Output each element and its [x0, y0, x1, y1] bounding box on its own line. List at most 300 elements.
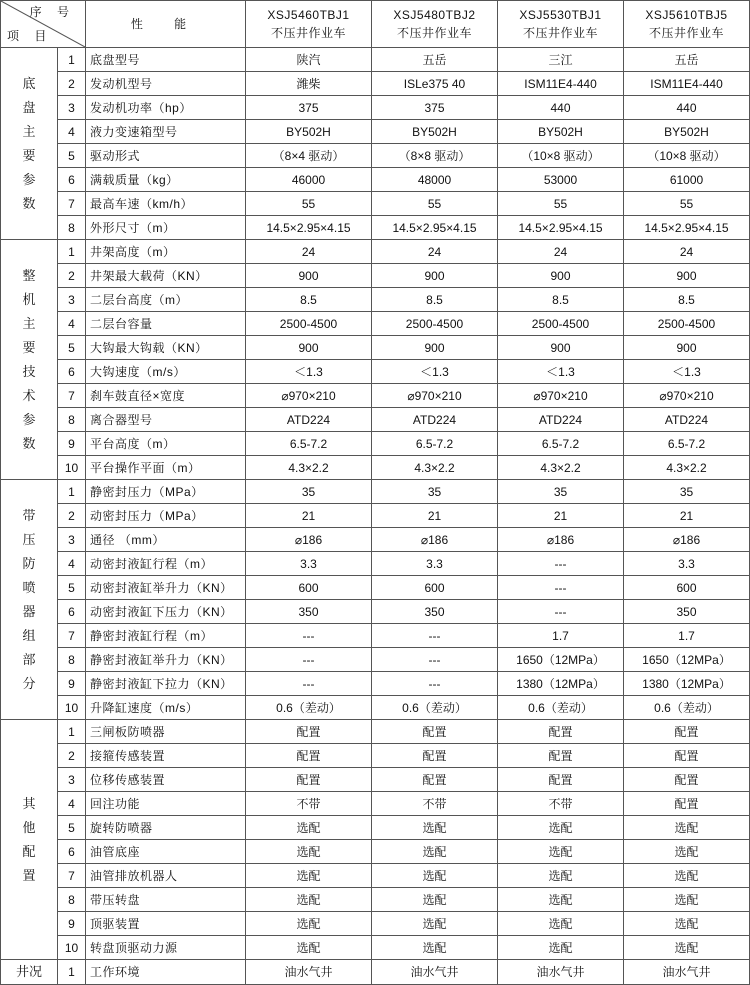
value-cell: 配置: [498, 768, 624, 792]
value-cell: 选配: [246, 816, 372, 840]
table-row: [1, 840, 750, 864]
value-cell: （8×8 驱动）: [372, 144, 498, 168]
table-row: [1, 456, 750, 480]
table-row: [1, 624, 750, 648]
value-cell: 8.5: [624, 288, 750, 312]
value-cell: 900: [498, 264, 624, 288]
value-cell: 440: [624, 96, 750, 120]
value-cell: 1380（12MPa）: [498, 672, 624, 696]
value-cell: 选配: [372, 864, 498, 888]
performance-cell: 外形尺寸（m）: [86, 216, 246, 240]
value-cell: 1.7: [498, 624, 624, 648]
group-label-cell: [1, 240, 58, 480]
performance-cell: 回注功能: [86, 792, 246, 816]
table-row: [1, 72, 750, 96]
performance-cell: 大钩最大钩载（KN）: [86, 336, 246, 360]
table-row: [1, 936, 750, 960]
row-number-cell: 6: [58, 600, 86, 624]
row-number-cell: 2: [58, 744, 86, 768]
group-label-char: 数: [22, 435, 36, 451]
group-label-char: 他: [22, 819, 36, 835]
performance-cell: 刹车鼓直径×宽度: [86, 384, 246, 408]
group-label-char: 器: [22, 603, 36, 619]
group-label-cell: [1, 720, 58, 960]
row-number-cell: 9: [58, 912, 86, 936]
value-cell: 55: [624, 192, 750, 216]
value-cell: ---: [246, 672, 372, 696]
value-cell: ISLe375 40: [372, 72, 498, 96]
value-cell: ＜1.3: [372, 360, 498, 384]
value-cell: ---: [246, 648, 372, 672]
value-cell: 2500-4500: [624, 312, 750, 336]
table-row: [1, 888, 750, 912]
value-cell: ⌀186: [624, 528, 750, 552]
group-label-char: 部: [22, 651, 36, 667]
value-cell: 配置: [246, 720, 372, 744]
row-number-cell: 2: [58, 264, 86, 288]
row-number-cell: 7: [58, 384, 86, 408]
row-number-cell: 10: [58, 936, 86, 960]
value-cell: 1650（12MPa）: [498, 648, 624, 672]
performance-cell: 动密封液缸举升力（KN）: [86, 576, 246, 600]
value-cell: 350: [624, 600, 750, 624]
value-cell: 选配: [372, 888, 498, 912]
value-cell: 35: [498, 480, 624, 504]
group-label-char: 要: [22, 147, 36, 163]
value-cell: ---: [372, 648, 498, 672]
model-code: XSJ5460TBJ1: [267, 8, 350, 22]
value-cell: 0.6（差动）: [372, 696, 498, 720]
group-label-char: 底: [22, 75, 36, 91]
row-number-cell: 8: [58, 216, 86, 240]
table-row: [1, 216, 750, 240]
group-label-char: 喷: [22, 579, 36, 595]
performance-cell: 驱动形式: [86, 144, 246, 168]
performance-cell: 转盘顶驱动力源: [86, 936, 246, 960]
value-cell: 6.5-7.2: [372, 432, 498, 456]
value-cell: 选配: [624, 864, 750, 888]
value-cell: 900: [246, 336, 372, 360]
value-cell: ⌀970×210: [498, 384, 624, 408]
group-label-char: 配: [22, 843, 36, 859]
performance-cell: 静密封液缸行程（m）: [86, 624, 246, 648]
row-number-cell: 9: [58, 432, 86, 456]
group-label-char: 要: [22, 339, 36, 355]
value-cell: 375: [246, 96, 372, 120]
row-number-cell: 3: [58, 528, 86, 552]
group-label-char: 数: [22, 195, 36, 211]
value-cell: 选配: [498, 936, 624, 960]
group-label-char: 整: [22, 267, 36, 283]
row-number-cell: 1: [58, 480, 86, 504]
value-cell: （10×8 驱动）: [498, 144, 624, 168]
value-cell: ＜1.3: [624, 360, 750, 384]
value-cell: 55: [246, 192, 372, 216]
group-label-char: 参: [22, 411, 36, 427]
group-label-cell: [1, 480, 58, 720]
value-cell: 6.5-7.2: [498, 432, 624, 456]
value-cell: 24: [246, 240, 372, 264]
value-cell: 配置: [246, 744, 372, 768]
value-cell: 48000: [372, 168, 498, 192]
group-label-cell: [1, 48, 58, 240]
row-number-cell: 3: [58, 768, 86, 792]
value-cell: 24: [372, 240, 498, 264]
value-cell: 61000: [624, 168, 750, 192]
group-label-char: 主: [22, 123, 36, 139]
performance-cell: 升降缸速度（m/s）: [86, 696, 246, 720]
value-cell: 三江: [498, 48, 624, 72]
value-cell: 900: [624, 336, 750, 360]
performance-cell: 离合器型号: [86, 408, 246, 432]
value-cell: 选配: [246, 888, 372, 912]
value-cell: 选配: [624, 816, 750, 840]
value-cell: ---: [372, 672, 498, 696]
value-cell: （10×8 驱动）: [624, 144, 750, 168]
table-row: [1, 600, 750, 624]
performance-cell: 油管底座: [86, 840, 246, 864]
value-cell: 选配: [246, 912, 372, 936]
row-number-cell: 4: [58, 312, 86, 336]
value-cell: ---: [498, 600, 624, 624]
value-cell: BY502H: [246, 120, 372, 144]
row-number-cell: 10: [58, 696, 86, 720]
performance-cell: 旋转防喷器: [86, 816, 246, 840]
performance-cell: 井架最大载荷（KN）: [86, 264, 246, 288]
performance-cell: 静密封压力（MPa）: [86, 480, 246, 504]
group-label-char: 组: [22, 627, 36, 643]
value-cell: ⌀186: [246, 528, 372, 552]
value-cell: （8×4 驱动）: [246, 144, 372, 168]
group-label-char: 防: [22, 555, 36, 571]
value-cell: BY502H: [372, 120, 498, 144]
group-label-char: 主: [22, 315, 36, 331]
table-row: [1, 312, 750, 336]
value-cell: 4.3×2.2: [372, 456, 498, 480]
value-cell: 配置: [624, 720, 750, 744]
value-cell: 350: [372, 600, 498, 624]
value-cell: ---: [246, 624, 372, 648]
header-corner-cell: [1, 1, 86, 48]
performance-cell: 井架高度（m）: [86, 240, 246, 264]
table-row: [1, 264, 750, 288]
row-number-cell: 8: [58, 888, 86, 912]
performance-cell: 平台高度（m）: [86, 432, 246, 456]
value-cell: 6.5-7.2: [246, 432, 372, 456]
performance-cell: 顶驱装置: [86, 912, 246, 936]
value-cell: 55: [372, 192, 498, 216]
table-row: [1, 864, 750, 888]
value-cell: 3.3: [372, 552, 498, 576]
value-cell: 350: [246, 600, 372, 624]
table-row: [1, 432, 750, 456]
header-model-cell: [624, 1, 750, 48]
header-model-cell: [498, 1, 624, 48]
row-number-cell: 1: [58, 240, 86, 264]
value-cell: ATD224: [246, 408, 372, 432]
performance-cell: 通径 （mm）: [86, 528, 246, 552]
value-cell: ISM11E4-440: [624, 72, 750, 96]
row-number-cell: 6: [58, 360, 86, 384]
value-cell: ⌀186: [372, 528, 498, 552]
value-cell: ---: [498, 576, 624, 600]
row-number-cell: 7: [58, 864, 86, 888]
value-cell: 选配: [498, 816, 624, 840]
value-cell: 2500-4500: [246, 312, 372, 336]
value-cell: 不带: [498, 792, 624, 816]
performance-cell: 二层台容量: [86, 312, 246, 336]
table-row: [1, 768, 750, 792]
value-cell: 0.6（差动）: [498, 696, 624, 720]
model-code: XSJ5610TBJ5: [645, 8, 728, 22]
group-label-char: 井况: [15, 964, 42, 979]
value-cell: 4.3×2.2: [246, 456, 372, 480]
performance-cell: 发动机功率（hp）: [86, 96, 246, 120]
table-row: [1, 504, 750, 528]
table-row: [1, 48, 750, 72]
value-cell: 8.5: [498, 288, 624, 312]
row-number-cell: 1: [58, 48, 86, 72]
table-row: [1, 720, 750, 744]
value-cell: 油水气井: [372, 960, 498, 985]
value-cell: 配置: [372, 744, 498, 768]
value-cell: ⌀970×210: [624, 384, 750, 408]
value-cell: 900: [246, 264, 372, 288]
value-cell: ＜1.3: [246, 360, 372, 384]
value-cell: 选配: [624, 912, 750, 936]
performance-cell: 满载质量（kg）: [86, 168, 246, 192]
model-type: 不压井作业车: [396, 26, 472, 40]
value-cell: 900: [372, 264, 498, 288]
value-cell: 21: [624, 504, 750, 528]
performance-cell: 工作环境: [86, 960, 246, 985]
table-row: [1, 144, 750, 168]
performance-cell: 位移传感装置: [86, 768, 246, 792]
value-cell: 选配: [372, 840, 498, 864]
table-row: [1, 672, 750, 696]
value-cell: 五岳: [372, 48, 498, 72]
table-row: [1, 120, 750, 144]
header-performance-label: 性 能: [130, 17, 201, 31]
group-label-char: 带: [22, 507, 36, 523]
group-label-char: 机: [22, 291, 36, 307]
row-number-cell: 4: [58, 792, 86, 816]
value-cell: 4.3×2.2: [498, 456, 624, 480]
performance-cell: 静密封液缸下拉力（KN）: [86, 672, 246, 696]
row-number-cell: 8: [58, 408, 86, 432]
value-cell: 35: [246, 480, 372, 504]
group-label-char: 参: [22, 171, 36, 187]
group-label-char: 分: [22, 675, 36, 691]
value-cell: 21: [498, 504, 624, 528]
value-cell: 配置: [372, 768, 498, 792]
value-cell: 1650（12MPa）: [624, 648, 750, 672]
value-cell: 选配: [372, 816, 498, 840]
value-cell: 53000: [498, 168, 624, 192]
group-label-cell: [1, 960, 58, 985]
row-number-cell: 9: [58, 672, 86, 696]
value-cell: 3.3: [246, 552, 372, 576]
value-cell: 五岳: [624, 48, 750, 72]
value-cell: 陕汽: [246, 48, 372, 72]
value-cell: 配置: [498, 720, 624, 744]
value-cell: 375: [372, 96, 498, 120]
group-label-char: 术: [22, 387, 36, 403]
value-cell: 选配: [624, 888, 750, 912]
value-cell: 4.3×2.2: [624, 456, 750, 480]
group-label-char: 压: [22, 531, 36, 547]
row-number-cell: 4: [58, 120, 86, 144]
value-cell: 选配: [498, 888, 624, 912]
table-row: [1, 96, 750, 120]
row-number-cell: 5: [58, 336, 86, 360]
spec-body: [1, 1, 750, 985]
table-row: [1, 288, 750, 312]
table-row: [1, 168, 750, 192]
value-cell: ⌀970×210: [246, 384, 372, 408]
value-cell: 900: [372, 336, 498, 360]
row-number-cell: 10: [58, 456, 86, 480]
performance-cell: 油管排放机器人: [86, 864, 246, 888]
performance-cell: 带压转盘: [86, 888, 246, 912]
value-cell: 0.6（差动）: [624, 696, 750, 720]
group-label-char: 置: [22, 867, 36, 883]
value-cell: 8.5: [372, 288, 498, 312]
value-cell: 21: [372, 504, 498, 528]
row-number-cell: 5: [58, 576, 86, 600]
row-number-cell: 4: [58, 552, 86, 576]
table-row: [1, 360, 750, 384]
performance-cell: 平台操作平面（m）: [86, 456, 246, 480]
value-cell: 21: [246, 504, 372, 528]
row-number-cell: 1: [58, 960, 86, 985]
model-type: 不压井作业车: [522, 26, 598, 40]
value-cell: 900: [624, 264, 750, 288]
value-cell: BY502H: [624, 120, 750, 144]
row-number-cell: 1: [58, 720, 86, 744]
value-cell: 选配: [498, 864, 624, 888]
performance-cell: 接箍传感装置: [86, 744, 246, 768]
value-cell: 3.3: [624, 552, 750, 576]
table-row: [1, 912, 750, 936]
row-number-cell: 8: [58, 648, 86, 672]
value-cell: ⌀970×210: [372, 384, 498, 408]
value-cell: 440: [498, 96, 624, 120]
value-cell: ATD224: [372, 408, 498, 432]
value-cell: ATD224: [498, 408, 624, 432]
value-cell: 14.5×2.95×4.15: [246, 216, 372, 240]
row-number-cell: 5: [58, 144, 86, 168]
value-cell: 1380（12MPa）: [624, 672, 750, 696]
performance-cell: 二层台高度（m）: [86, 288, 246, 312]
value-cell: 油水气井: [624, 960, 750, 985]
value-cell: 配置: [624, 792, 750, 816]
header-row: [1, 1, 750, 48]
table-row: [1, 384, 750, 408]
table-row: [1, 192, 750, 216]
value-cell: 900: [498, 336, 624, 360]
value-cell: 配置: [498, 744, 624, 768]
value-cell: ATD224: [624, 408, 750, 432]
value-cell: 选配: [246, 840, 372, 864]
table-row: [1, 792, 750, 816]
value-cell: 6.5-7.2: [624, 432, 750, 456]
value-cell: 选配: [246, 936, 372, 960]
value-cell: 油水气井: [498, 960, 624, 985]
value-cell: 不带: [246, 792, 372, 816]
performance-cell: 静密封液缸举升力（KN）: [86, 648, 246, 672]
performance-cell: 发动机型号: [86, 72, 246, 96]
table-row: [1, 408, 750, 432]
performance-cell: 动密封液缸行程（m）: [86, 552, 246, 576]
value-cell: 600: [372, 576, 498, 600]
model-type: 不压井作业车: [270, 26, 346, 40]
row-number-cell: 2: [58, 72, 86, 96]
value-cell: 选配: [372, 912, 498, 936]
value-cell: 14.5×2.95×4.15: [498, 216, 624, 240]
value-cell: ---: [372, 624, 498, 648]
table-row: [1, 528, 750, 552]
value-cell: 选配: [498, 912, 624, 936]
value-cell: 油水气井: [246, 960, 372, 985]
row-number-cell: 5: [58, 816, 86, 840]
value-cell: 潍柴: [246, 72, 372, 96]
value-cell: BY502H: [498, 120, 624, 144]
value-cell: 600: [246, 576, 372, 600]
value-cell: ＜1.3: [498, 360, 624, 384]
value-cell: 46000: [246, 168, 372, 192]
table-row: [1, 336, 750, 360]
value-cell: 配置: [246, 768, 372, 792]
performance-cell: 底盘型号: [86, 48, 246, 72]
value-cell: 配置: [624, 768, 750, 792]
performance-cell: 三闸板防喷器: [86, 720, 246, 744]
performance-cell: 液力变速箱型号: [86, 120, 246, 144]
group-label-char: 盘: [22, 99, 36, 115]
value-cell: 0.6（差动）: [246, 696, 372, 720]
row-number-cell: 3: [58, 96, 86, 120]
value-cell: 配置: [624, 744, 750, 768]
table-row: [1, 552, 750, 576]
group-label-char: 技: [22, 363, 36, 379]
model-code: XSJ5480TBJ2: [393, 8, 476, 22]
header-model-cell: [372, 1, 498, 48]
table-row: [1, 744, 750, 768]
value-cell: 选配: [498, 840, 624, 864]
value-cell: ⌀186: [498, 528, 624, 552]
value-cell: 24: [498, 240, 624, 264]
row-number-cell: 2: [58, 504, 86, 528]
row-number-cell: 6: [58, 168, 86, 192]
value-cell: 1.7: [624, 624, 750, 648]
header-item-label: 项 目: [7, 29, 53, 43]
value-cell: 配置: [372, 720, 498, 744]
table-row: [1, 816, 750, 840]
value-cell: 8.5: [246, 288, 372, 312]
group-label-char: 其: [22, 795, 36, 811]
value-cell: 35: [372, 480, 498, 504]
performance-cell: 动密封液缸下压力（KN）: [86, 600, 246, 624]
value-cell: 选配: [246, 864, 372, 888]
value-cell: 选配: [372, 936, 498, 960]
performance-cell: 动密封压力（MPa）: [86, 504, 246, 528]
row-number-cell: 7: [58, 192, 86, 216]
header-performance-cell: [86, 1, 246, 48]
row-number-cell: 6: [58, 840, 86, 864]
value-cell: 选配: [624, 840, 750, 864]
model-code: XSJ5530TBJ1: [519, 8, 602, 22]
performance-cell: 大钩速度（m/s）: [86, 360, 246, 384]
